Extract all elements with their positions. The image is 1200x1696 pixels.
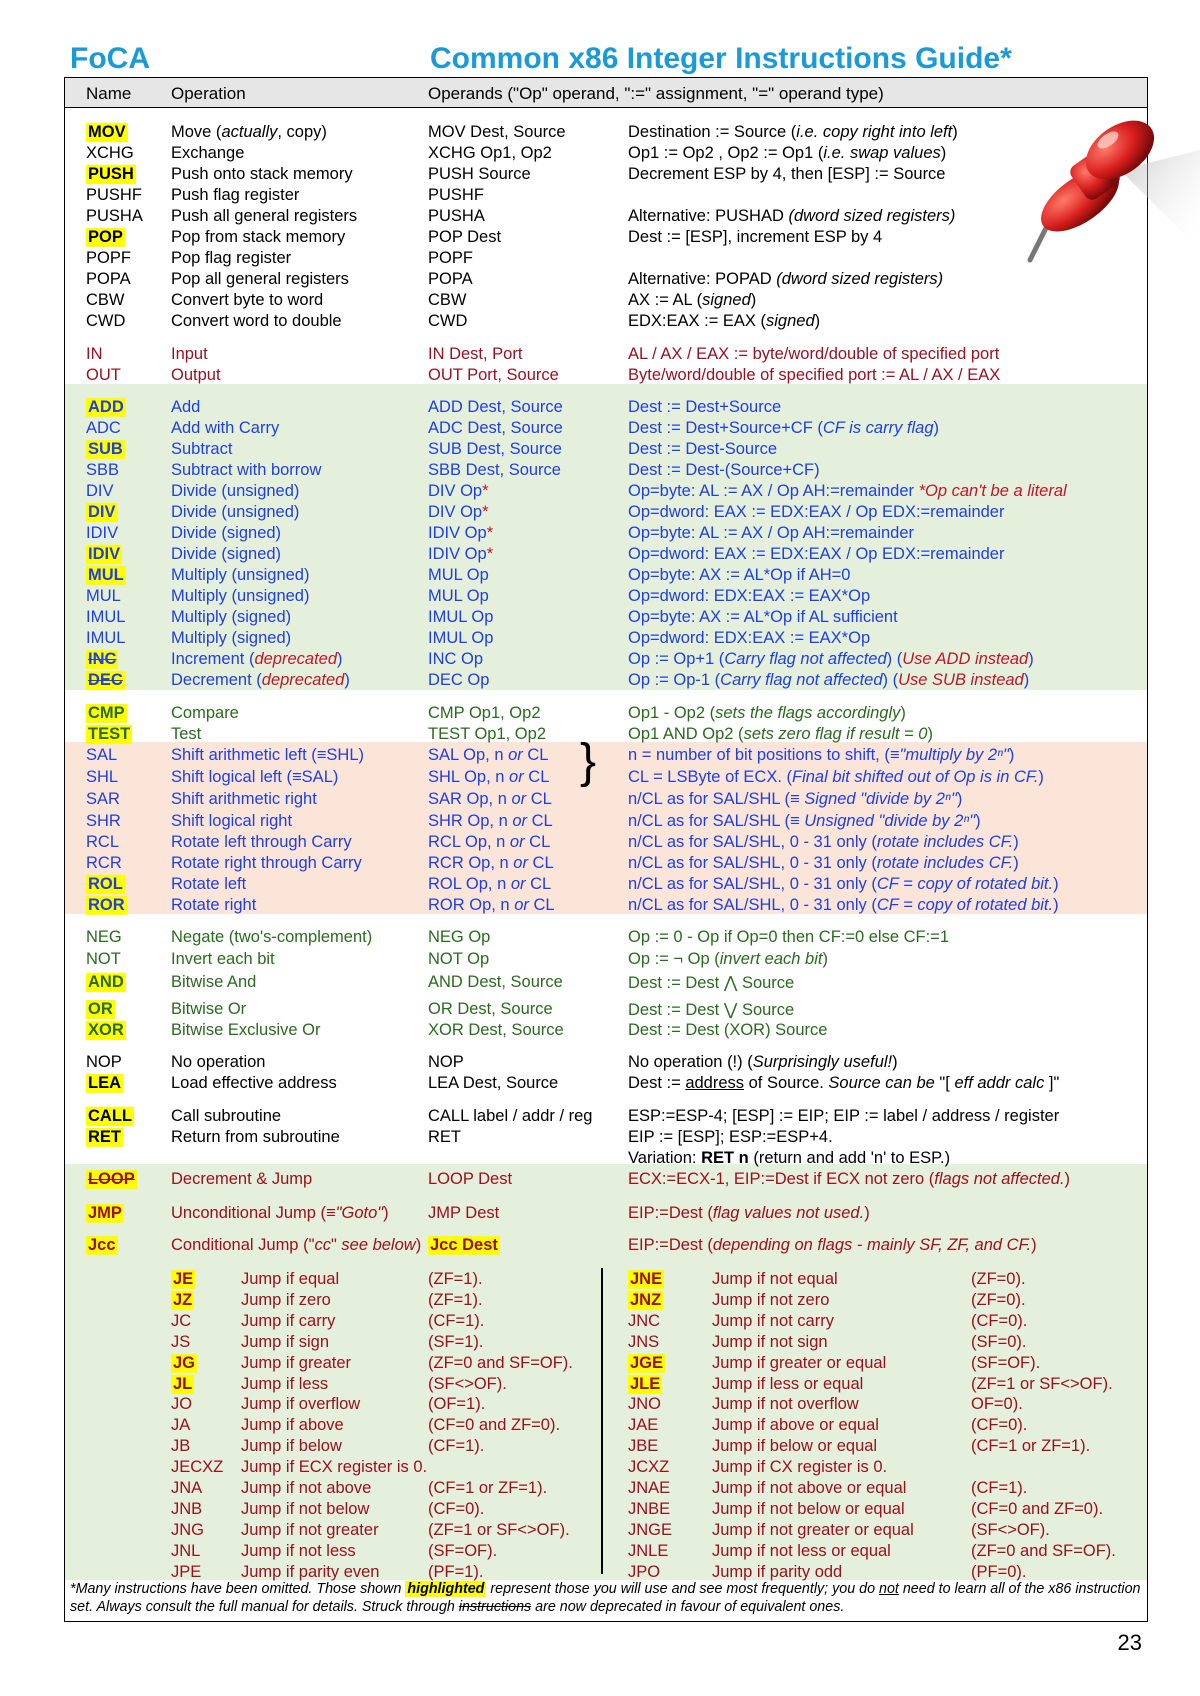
jump-cell: (ZF=1 or SF<>OF). [971, 1374, 1113, 1393]
table-row: IDIV Divide (signed) IDIV Op* Op=dword: EAX := EDX:EAX / Op EDX:=remainder [88, 545, 1005, 563]
jump-cell: Jump if not above or equal [712, 1479, 907, 1497]
jump-cell: JL [173, 1374, 193, 1393]
jump-cell: JNS [628, 1332, 660, 1351]
jump-cell: (ZF=0 and SF=OF). [428, 1353, 573, 1372]
jump-cell: JNA [171, 1479, 203, 1497]
col-operation: Operation [171, 84, 246, 103]
jump-cell: Jump if equal [241, 1270, 340, 1288]
page-number: 23 [1117, 1630, 1142, 1655]
jump-cell: (CF=1). [971, 1479, 1028, 1497]
table-row: ADD Add ADD Dest, Source Dest := Dest+Source [88, 398, 782, 416]
table-row: MUL Multiply (unsigned) MUL Op Op=byte: AX := AL*Op if AH=0 [88, 566, 851, 584]
table-row: IMUL Multiply (signed) IMUL Op Op=byte: AX := AL*Op if AL sufficient [86, 608, 898, 626]
table-row: ADC Add with Carry ADC Dest, Source Dest := Dest+Source+CF (CF is carry flag) [86, 419, 940, 437]
jump-cell: (PF=0). [971, 1562, 1027, 1581]
jump-cell: (CF=0). [971, 1416, 1028, 1435]
jump-cell: JE [173, 1270, 194, 1288]
table-row: POPF Pop flag register POPF [86, 249, 473, 267]
jump-cell: Jump if not less or equal [712, 1541, 891, 1560]
jump-cell: JA [171, 1416, 191, 1435]
jump-cell: Jump if not above [241, 1479, 372, 1497]
jump-cell: Jump if not carry [712, 1311, 834, 1330]
table-row: SHR Shift logical right SHR Op, n or CL n/CL as for SAL/SHL (≡ Unsigned "divide by 2ⁿ") [86, 812, 981, 830]
table-row: DEC Decrement (deprecated) DEC Op Op := Op-1 (Carry flag not affected) (Use SUB instead) [88, 671, 1030, 689]
page-title: Common x86 Integer Instructions Guide* [430, 42, 1012, 75]
table-row: CBW Convert byte to word CBW AX := AL (signed) [86, 291, 757, 309]
table-row: PUSHA Push all general registers PUSHA Alternative: PUSHAD (dword sized registers) [86, 207, 956, 225]
jump-row [0, 1458, 1200, 1479]
table-row: CMP Compare CMP Op1, Op2 Op1 - Op2 (sets the flags accordingly) [88, 704, 906, 722]
table-row: RET Return from subroutine RET EIP := [ESP]; ESP:=ESP+4. [88, 1128, 833, 1146]
jump-cell: Jump if not greater [241, 1520, 379, 1539]
jump-cell: Jump if ECX register is 0. [241, 1458, 428, 1477]
table-row: RCL Rotate left through Carry RCL Op, n or CL n/CL as for SAL/SHL, 0 - 31 only (rotate includes CF.) [86, 833, 1019, 851]
jump-cell: JNLE [628, 1541, 669, 1560]
jump-cell: Jump if not sign [712, 1332, 828, 1351]
table-row: PUSH Push onto stack memory PUSH Source Decrement ESP by 4, then [ESP] := Source [88, 165, 946, 183]
jump-cell: (CF=0). [428, 1499, 485, 1518]
brace-icon: } [580, 735, 597, 788]
jump-row [0, 1521, 1200, 1542]
jump-cell: (CF=0 and ZF=0). [971, 1499, 1104, 1518]
table-row: OR Bitwise Or OR Dest, Source Dest := Dest ⋁ Source [88, 1000, 795, 1019]
jump-cell: Jump if greater [241, 1353, 352, 1372]
jump-cell: OF=0). [971, 1395, 1023, 1414]
table-row: MUL Multiply (unsigned) MUL Op Op=dword: EDX:EAX := EAX*Op [86, 587, 871, 605]
jump-row [0, 1270, 1200, 1291]
table-row: SAL Shift arithmetic left (≡SHL) SAL Op, n or CL n = number of bit positions to shift, (≡"multiply by 2ⁿ") [86, 746, 1015, 764]
jump-cell: (SF=0). [971, 1332, 1027, 1351]
jump-cell: JNC [628, 1311, 661, 1330]
jump-row [0, 1437, 1200, 1458]
table-row: ROR Rotate right ROR Op, n or CL n/CL as for SAL/SHL, 0 - 31 only (CF = copy of rotated bit.) [88, 896, 1059, 914]
jump-cell: JO [171, 1395, 193, 1414]
table-row: AND Bitwise And AND Dest, Source Dest := Dest ⋀ Source [88, 973, 795, 992]
jump-row [0, 1416, 1200, 1437]
jump-cell: (ZF=1). [428, 1270, 483, 1288]
jump-cell: JNO [628, 1395, 661, 1414]
jump-cell: Jump if above or equal [712, 1416, 879, 1435]
jump-cell: JPO [628, 1562, 661, 1581]
jump-cell: Jump if overflow [241, 1395, 361, 1414]
jump-row [0, 1395, 1200, 1416]
jump-cell: JLE [630, 1374, 661, 1393]
table-row: XCHG Exchange XCHG Op1, Op2 Op1 := Op2 , Op2 := Op1 (i.e. swap values) [86, 144, 947, 162]
jump-cell: (ZF=1). [428, 1290, 483, 1309]
jump-cell: (SF=OF). [971, 1353, 1041, 1372]
jump-cell: Jump if less or equal [712, 1374, 864, 1393]
table-row: RCR Rotate right through Carry RCR Op, n or CL n/CL as for SAL/SHL, 0 - 31 only (rotate includes CF.) [86, 854, 1019, 872]
jump-row [0, 1312, 1200, 1333]
jump-cell: (SF<>OF). [428, 1374, 507, 1393]
jump-cell: Jump if parity even [241, 1562, 380, 1581]
jump-cell: Jump if not equal [712, 1270, 838, 1288]
jump-cell: (CF=1). [428, 1437, 485, 1456]
jump-cell: JC [171, 1311, 192, 1330]
jump-cell: (ZF=0 and SF=OF). [971, 1541, 1116, 1560]
table-header [65, 78, 1147, 108]
jump-cell: Jump if less [241, 1374, 329, 1393]
table-row: LOOP Decrement & Jump LOOP Dest ECX:=ECX-1, EIP:=Dest if ECX not zero (flags not affected.) [88, 1170, 1071, 1188]
brand: FoCA [70, 42, 150, 75]
table-row: IMUL Multiply (signed) IMUL Op Op=dword: EDX:EAX := EAX*Op [86, 629, 871, 647]
jump-cell: JNE [630, 1270, 663, 1288]
table-row: NEG Negate (two's-complement) NEG Op Op := 0 - Op if Op=0 then CF:=0 else CF:=1 [86, 928, 949, 946]
jump-cell: Jump if CX register is 0. [712, 1458, 888, 1477]
table-row: ROL Rotate left ROL Op, n or CL n/CL as for SAL/SHL, 0 - 31 only (CF = copy of rotated bit.) [88, 875, 1059, 893]
jump-cell: (OF=1). [428, 1395, 486, 1414]
jump-cell: Jump if below [241, 1437, 342, 1456]
table-row: IDIV Divide (signed) IDIV Op* Op=byte: AL := AX / Op AH:=remainder [86, 524, 915, 542]
table-row: Jcc Conditional Jump ("cc" see below) Jcc Dest EIP:=Dest (depending on flags - mainly SF, ZF, and CF.) [88, 1236, 1037, 1254]
jump-cell: (SF=OF). [428, 1541, 498, 1560]
jump-cell: Jump if above [241, 1416, 344, 1435]
jump-cell: (SF<>OF). [971, 1520, 1050, 1539]
table-row: SHL Shift logical left (≡SAL) SHL Op, n or CL CL = LSByte of ECX. (Final bit shifted out of Op is in CF.) [86, 768, 1044, 786]
table-row: POP Pop from stack memory POP Dest Dest := [ESP], increment ESP by 4 [88, 228, 883, 246]
table-row: Variation: RET n (return and add 'n' to ESP.) [628, 1149, 951, 1167]
jump-cell: JNBE [628, 1499, 671, 1518]
title-row [70, 42, 1150, 82]
jump-cell: Jump if greater or equal [712, 1353, 887, 1372]
table-row: JMP Unconditional Jump (≡"Goto") JMP Dest EIP:=Dest (flag values not used.) [88, 1204, 870, 1222]
jump-cell: (CF=0 and ZF=0). [428, 1416, 561, 1435]
jump-cell: Jump if sign [241, 1332, 330, 1351]
table-row: DIV Divide (unsigned) DIV Op* Op=byte: AL := AX / Op AH:=remainder *Op can't be a literal [86, 482, 1067, 500]
table-row: CALL Call subroutine CALL label / addr / reg ESP:=ESP-4; [ESP] := EIP; EIP := label / address / register [88, 1107, 1060, 1125]
jump-cell: (CF=1). [428, 1311, 485, 1330]
table-row: MOV Move (actually, copy) MOV Dest, Source Destination := Source (i.e. copy right into left) [88, 123, 958, 141]
table-row: SUB Subtract SUB Dest, Source Dest := Dest-Source [88, 440, 778, 458]
jump-cell: Jump if not greater or equal [712, 1520, 914, 1539]
jump-cell: JNGE [628, 1520, 673, 1539]
jump-cell: JCXZ [628, 1458, 670, 1477]
jump-row [0, 1291, 1200, 1312]
jump-row [0, 1542, 1200, 1563]
jump-cell: Jump if not overflow [712, 1395, 859, 1414]
col-name: Name [86, 84, 132, 103]
jump-cell: (SF=1). [428, 1332, 484, 1351]
jump-row [0, 1354, 1200, 1375]
jump-cell: JNG [171, 1520, 204, 1539]
jump-cell: Jump if not below or equal [712, 1499, 905, 1518]
jump-cell: JS [171, 1332, 191, 1351]
jump-cell: (PF=1). [428, 1562, 484, 1581]
jump-cell: JNL [171, 1541, 201, 1560]
jump-cell: JECXZ [171, 1458, 224, 1477]
jump-row [0, 1375, 1200, 1396]
footnote: *Many instructions have been omitted. Those shown highlighted represent those you will use and see most frequently; you do not need to learn all of the x86 instruction set. Always consult the full manual for details. Struck through instructions are now deprecated in favour of equivalent ones. [70, 1581, 1141, 1615]
table-row: SAR Shift arithmetic right SAR Op, n or CL n/CL as for SAL/SHL (≡ Signed "divide by 2ⁿ") [86, 790, 963, 808]
jump-cell: JNZ [630, 1290, 662, 1309]
table-row: CWD Convert word to double CWD EDX:EAX := EAX (signed) [86, 312, 821, 330]
jump-cell: (CF=1 or ZF=1). [428, 1479, 548, 1497]
jump-cell: JAE [628, 1416, 659, 1435]
jump-cell: Jump if parity odd [712, 1562, 843, 1581]
jump-cell: JGE [630, 1353, 664, 1372]
jump-cell: JPE [171, 1562, 202, 1581]
jump-cell: JB [171, 1437, 191, 1456]
jump-cell: JZ [173, 1290, 193, 1309]
table-row: DIV Divide (unsigned) DIV Op* Op=dword: EAX := EDX:EAX / Op EDX:=remainder [88, 503, 1005, 521]
jump-cell: Jump if not below [241, 1499, 370, 1518]
jump-cell: JG [173, 1353, 196, 1372]
table-row: POPA Pop all general registers POPA Alternative: POPAD (dword sized registers) [86, 270, 944, 288]
jump-row [0, 1500, 1200, 1521]
jump-cell: Jump if below or equal [712, 1437, 878, 1456]
table-row: NOP No operation NOP No operation (!) (Surprisingly useful!) [86, 1053, 898, 1071]
jump-cell: (CF=0). [971, 1311, 1028, 1330]
jump-cell: Jump if not zero [712, 1290, 830, 1309]
jump-row [0, 1333, 1200, 1354]
table-row: PUSHF Push flag register PUSHF [86, 186, 484, 204]
table-row: XOR Bitwise Exclusive Or XOR Dest, Source Dest := Dest (XOR) Source [88, 1021, 828, 1039]
jump-cell: JNB [171, 1499, 203, 1518]
jump-cell: Jump if zero [241, 1290, 331, 1309]
jump-cell: JBE [628, 1437, 659, 1456]
jump-cell: JNAE [628, 1479, 671, 1497]
jump-cell: (ZF=0). [971, 1270, 1026, 1288]
table-row: SBB Subtract with borrow SBB Dest, Source Dest := Dest-(Source+CF) [86, 461, 820, 479]
table-row: INC Increment (deprecated) INC Op Op := Op+1 (Carry flag not affected) (Use ADD instead) [88, 650, 1034, 668]
jump-cell: Jump if not less [241, 1541, 356, 1560]
table-row: LEA Load effective address LEA Dest, Source Dest := address of Source. Source can be "[ eff addr calc ]" [88, 1074, 1060, 1092]
table-row: NOT Invert each bit NOT Op Op := ¬ Op (invert each bit) [86, 950, 828, 968]
jump-cell: Jump if carry [241, 1311, 336, 1330]
col-operands: Operands ("Op" operand, ":=" assignment, "=" operand type) [428, 84, 884, 103]
table-row: IN Input IN Dest, Port AL / AX / EAX := byte/word/double of specified port [86, 345, 1000, 363]
jump-cell: (CF=1 or ZF=1). [971, 1437, 1091, 1456]
table-row: OUT Output OUT Port, Source Byte/word/double of specified port := AL / AX / EAX [86, 366, 1001, 384]
table-row: TEST Test TEST Op1, Op2 Op1 AND Op2 (sets zero flag if result = 0) [88, 725, 933, 743]
jump-cell: (ZF=0). [971, 1290, 1026, 1309]
jump-cell: (ZF=1 or SF<>OF). [428, 1520, 570, 1539]
jump-row [0, 1479, 1200, 1500]
